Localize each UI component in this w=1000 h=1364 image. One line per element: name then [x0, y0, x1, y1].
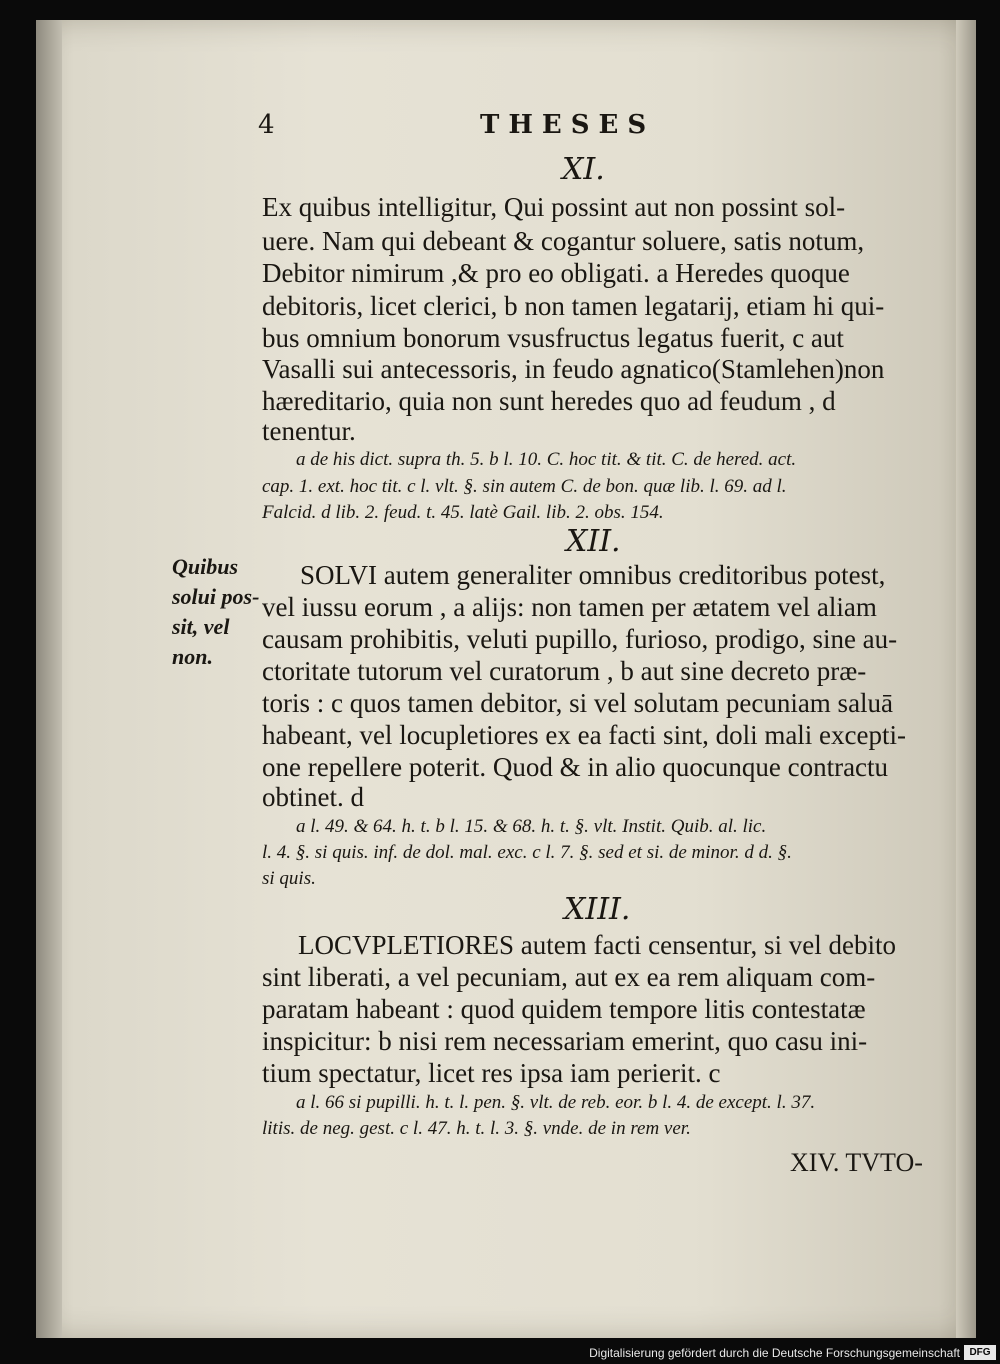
- thesis-xi-line: Vasalli sui antecessoris, in feudo agnatico(Stamlehen)non: [262, 354, 885, 384]
- margin-note-line: solui pos-: [172, 584, 260, 609]
- footnote-line: litis. de neg. gest. c l. 47. h. t. l. 3. §. vnde. de in rem ver.: [262, 1118, 691, 1139]
- margin-note-line: sit, vel: [172, 614, 230, 639]
- thesis-xi-line: Ex quibus intelligitur, Qui possint aut non possint sol-: [262, 192, 846, 222]
- thesis-xii-line: habeant, vel locupletiores ex ea facti sint, doli mali excepti-: [262, 720, 907, 750]
- footnote-line: a de his dict. supra th. 5. b l. 10. C. hoc tit. & tit. C. de hered. act.: [296, 449, 797, 470]
- footnote-line: Falcid. d lib. 2. feud. t. 45. latè Gail. lib. 2. obs. 154.: [262, 502, 664, 523]
- thesis-xi-line: hæreditario, quia non sunt heredes quo ad feudum , d: [262, 386, 836, 416]
- footnote-line: l. 4. §. si quis. inf. de dol. mal. exc. c l. 7. §. sed et si. de minor. d d. §.: [262, 842, 792, 863]
- page-number: 4: [258, 110, 275, 140]
- margin-note-line: Quibus: [172, 554, 239, 579]
- margin-note-line: non.: [172, 644, 213, 669]
- page-edge: [956, 20, 976, 1338]
- thesis-xii-line: ctoritate tutorum vel curatorum , b aut sine decreto præ-: [262, 656, 867, 686]
- thesis-xii-line: causam prohibitis, veluti pupillo, furioso, prodigo, sine au-: [262, 624, 898, 654]
- footnote-line: cap. 1. ext. hoc tit. c l. vlt. §. sin autem C. de bon. quæ lib. l. 69. ad l.: [262, 476, 787, 497]
- thesis-xii-line: SOLVI autem generaliter omnibus creditoribus potest,: [300, 560, 886, 590]
- catchword: XIV. TVTO-: [790, 1148, 923, 1177]
- digitization-credit: Digitalisierung gefördert durch die Deutsche Forschungsgemeinschaft: [589, 1346, 960, 1360]
- thesis-xi-line: uere. Nam qui debeant & cogantur soluere, satis notum,: [262, 226, 865, 256]
- thesis-number-xii: XII.: [566, 524, 621, 559]
- thesis-xiii-line: paratam habeant : quod quidem tempore litis contestatæ: [262, 994, 866, 1024]
- thesis-xiii-line: LOCVPLETIORES autem facti censentur, si vel debito: [298, 930, 897, 960]
- page-gutter: [36, 20, 62, 1338]
- dfg-logo: DFG: [964, 1345, 996, 1360]
- thesis-xiii-line: sint liberati, a vel pecuniam, aut ex ea rem aliquam com-: [262, 962, 876, 992]
- thesis-xii-line: toris : c quos tamen debitor, si vel solutam pecuniam saluā: [262, 688, 894, 718]
- thesis-number-xi: XI.: [562, 152, 605, 187]
- footnote-line: a l. 66 si pupilli. h. t. l. pen. §. vlt. de reb. eor. b l. 4. de except. l. 37.: [296, 1092, 816, 1113]
- thesis-xii-line: one repellere poterit. Quod & in alio quocunque contractu: [262, 752, 889, 782]
- thesis-xi-line: Debitor nimirum ,& pro eo obligati. a Heredes quoque: [262, 258, 850, 288]
- footnote-line: si quis.: [262, 868, 316, 889]
- thesis-xi-line: bus omnium bonorum vsusfructus legatus fuerit, c aut: [262, 323, 844, 353]
- thesis-xii-line: obtinet. d: [262, 782, 364, 812]
- running-title: THESES: [480, 110, 656, 140]
- thesis-xi-line: debitoris, licet clerici, b non tamen legatarij, etiam hi qui-: [262, 291, 885, 321]
- margin-note: [172, 552, 262, 672]
- footnote-line: a l. 49. & 64. h. t. b l. 15. & 68. h. t. §. vlt. Instit. Quib. al. lic.: [296, 816, 767, 837]
- thesis-xiii-line: inspicitur: b nisi rem necessariam emerint, quo casu ini-: [262, 1026, 868, 1056]
- thesis-xii-line: vel iussu eorum , a alijs: non tamen per ætatem vel aliam: [262, 592, 877, 622]
- thesis-number-xiii: XIII.: [564, 892, 631, 927]
- thesis-xi-line: tenentur.: [262, 416, 356, 446]
- thesis-xiii-line: tium spectatur, licet res ipsa iam perierit. c: [262, 1058, 721, 1088]
